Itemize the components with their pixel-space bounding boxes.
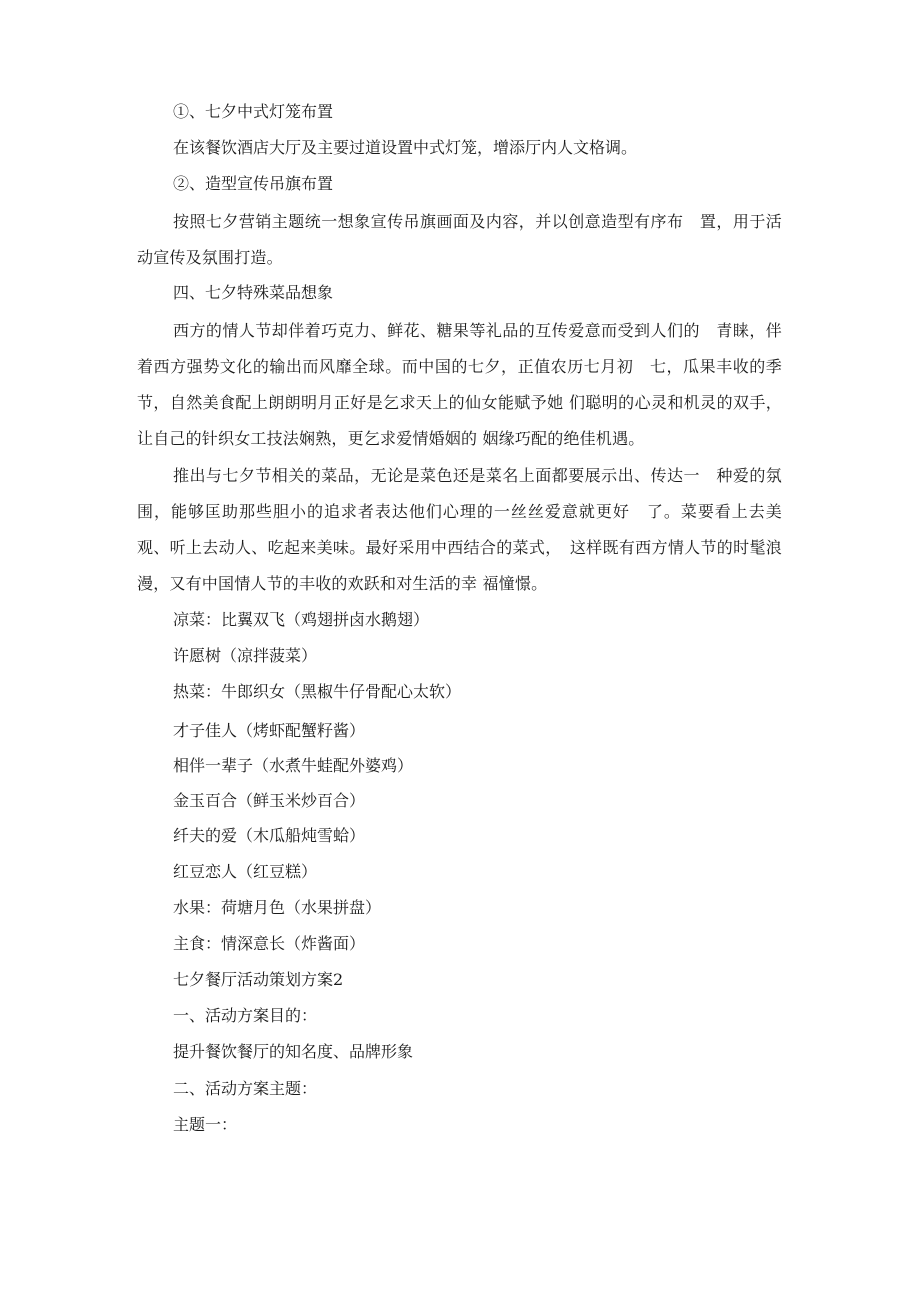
menu-item: 热菜：牛郎织女（黑椒牛仔骨配心太软） <box>173 682 462 701</box>
text-lantern: 在该餐饮酒店大厅及主要过道设置中式灯笼，增添厅内人文格调。 <box>173 138 638 157</box>
section-heading-dishes: 四、七夕特殊菜品想象 <box>173 283 334 302</box>
menu-item: 相伴一辈子（水煮牛蛙配外婆鸡） <box>173 756 414 775</box>
paragraph-banner: 按照七夕营销主题统一想象宣传吊旗画面及内容，并以创意造型有序布 置，用于活动宣传及氛围打造。 <box>137 212 782 267</box>
menu-item: 红豆恋人（红豆糕） <box>173 862 318 881</box>
menu-item: 才子佳人（烤虾配蟹籽酱） <box>173 721 366 740</box>
text-purpose: 提升餐饮餐厅的知名度、品牌形象 <box>173 1042 414 1061</box>
plan-title: 七夕餐厅活动策划方案2 <box>173 970 344 989</box>
section-heading-theme: 二、活动方案主题： <box>173 1079 318 1098</box>
menu-item: 许愿树（凉拌菠菜） <box>173 646 318 665</box>
theme-one-label: 主题一： <box>173 1115 238 1134</box>
menu-item: 金玉百合（鲜玉米炒百合） <box>173 791 366 810</box>
heading-banner: ②、造型宣传吊旗布置 <box>173 174 334 193</box>
section-heading-purpose: 一、活动方案目的： <box>173 1006 318 1025</box>
paragraph-dishes: 推出与七夕节相关的菜品，无论是菜色还是菜名上面都要展示出、传达一 种爱的氛围，能够匡助那些胆小的追求者表达他们心理的一丝丝爱意就更好 了。菜要看上去美观、听上去动人、吃起来美味。最好采用中西结合的菜式， 这样既有西方情人节的时髦浪漫，又有中国情人节的丰收的欢跃和对生活的幸 福憧憬。 <box>137 466 782 593</box>
menu-item: 凉菜：比翼双飞（鸡翅拼卤水鹅翅） <box>173 610 430 629</box>
menu-item: 主食：情深意长（炸酱面） <box>173 934 366 953</box>
menu-item: 纤夫的爱（木瓜船炖雪蛤） <box>173 826 366 845</box>
heading-lantern: ①、七夕中式灯笼布置 <box>173 102 334 121</box>
paragraph-valentine: 西方的情人节却伴着巧克力、鲜花、糖果等礼品的互传爱意而受到人们的 青睐，伴着西方强势文化的输出而风靡全球。而中国的七夕，正值农历七月初 七，瓜果丰收的季节，自然美食配上朗朗明月正好是乞求天上的仙女能赋予她 们聪明的心灵和机灵的双手，让自己的针织女工技法娴熟，更乞求爱情婚姻的 姻缘巧配的绝佳机遇。 <box>137 321 782 448</box>
menu-item: 水果：荷塘月色（水果拼盘） <box>173 898 382 917</box>
